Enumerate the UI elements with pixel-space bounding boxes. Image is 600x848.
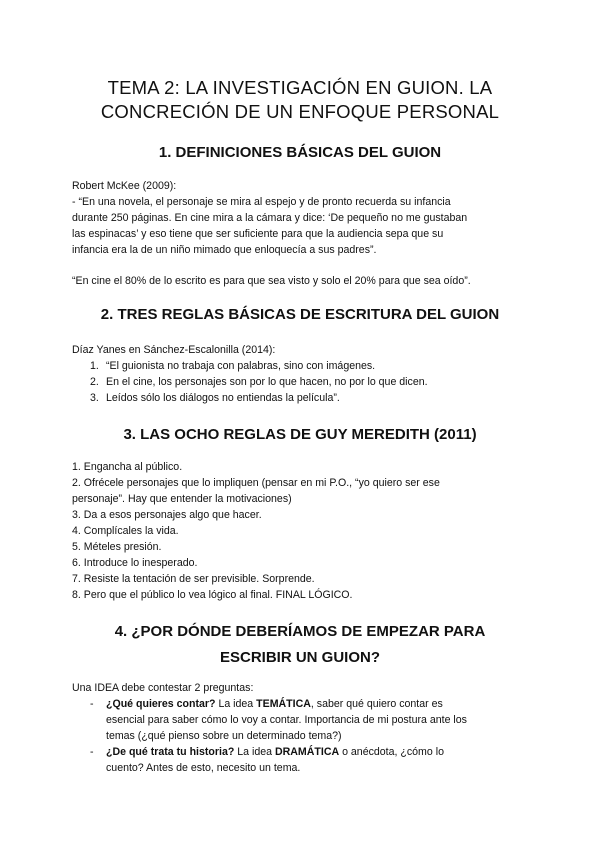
- list-item-text: Leídos sólo los diálogos no entiendas la película”.: [106, 392, 340, 404]
- section-1-heading: 1. DEFINICIONES BÁSICAS DEL GUION: [158, 144, 442, 161]
- question-text: ¿Qué quieres contar?: [106, 698, 216, 710]
- bullet-continuation: cuento? Antes de esto, necesito un tema.: [106, 762, 301, 774]
- bullet-continuation: esencial para saber cómo lo voy a contar. Importancia de mi postura ante los: [106, 714, 467, 726]
- question-text: ¿De qué trata tu historia?: [106, 746, 235, 758]
- list-item-text: En el cine, los personajes son por lo que hacen, no por lo que dicen.: [106, 376, 428, 388]
- page-title: [40, 76, 560, 124]
- list-item: [72, 358, 542, 374]
- section-2-body: [72, 342, 542, 406]
- rule-line: 5. Mételes presión.: [72, 541, 162, 553]
- quote-line: durante 250 páginas. En cine mira a la cámara y dice: ‘De pequeño no me gustaban: [72, 212, 468, 224]
- title-line-1: TEMA 2: LA INVESTIGACIÓN EN GUION. LA: [107, 77, 493, 98]
- section-2-heading: 2. TRES REGLAS BÁSICAS DE ESCRITURA DEL GUION: [100, 306, 500, 323]
- section-4-body: [72, 680, 542, 776]
- section-1-source: Robert McKee (2009):: [72, 180, 177, 192]
- rule-line: 4. Complícales la vida.: [72, 525, 179, 537]
- section-1-body: [72, 178, 542, 258]
- list-number: 2.: [90, 376, 99, 388]
- rule-line: 2. Ofrécele personajes que lo impliquen (pensar en mi P.O., “yo quiero ser ese: [72, 477, 440, 489]
- keyword: TEMÁTICA: [256, 698, 311, 710]
- section-3-body: [72, 459, 542, 603]
- list-item-text: “El guionista no trabaja con palabras, sino con imágenes.: [106, 360, 376, 372]
- quote-line: las espinacas’ y eso tiene que ser suficiente para que la audiencia sepa que su: [72, 228, 444, 240]
- bullet-item: - ¿De qué trata tu historia? La idea DRAMÁTICA o anécdota, ¿cómo lo: [90, 746, 444, 758]
- list-item: [72, 374, 542, 390]
- rule-line: 8. Pero que el público lo vea lógico al final. FINAL LÓGICO.: [72, 589, 353, 601]
- section-4-intro: Una IDEA debe contestar 2 preguntas:: [72, 682, 254, 694]
- section-2-source: Díaz Yanes en Sánchez-Escalonilla (2014):: [72, 344, 276, 356]
- section-4-heading-line-2: ESCRIBIR UN GUION?: [219, 649, 380, 666]
- keyword: DRAMÁTICA: [274, 746, 340, 758]
- rule-line: personaje”. Hay que entender la motivaciones): [72, 493, 292, 505]
- title-line-2: CONCRECIÓN DE UN ENFOQUE PERSONAL: [100, 101, 500, 122]
- section-3-heading: 3. LAS OCHO REGLAS DE GUY MEREDITH (2011): [123, 426, 477, 443]
- section-4-heading: [40, 619, 560, 671]
- list-number: 3.: [90, 392, 99, 404]
- quote-line: infancia era la de un niño mimado que enloquecía a sus padres”.: [72, 244, 377, 256]
- section-1-quote-2: “En cine el 80% de lo escrito es para que sea visto y solo el 20% para que sea oído”.: [72, 275, 471, 287]
- list-item: [72, 390, 542, 406]
- dash-bullet: -: [90, 746, 94, 758]
- section-4-heading-line-1: 4. ¿POR DÓNDE DEBERÍAMOS DE EMPEZAR PARA: [114, 623, 486, 640]
- dash-bullet: -: [90, 698, 94, 710]
- rule-line: 7. Resiste la tentación de ser previsible. Sorprende.: [72, 573, 315, 585]
- bullet-item: - ¿Qué quieres contar? La idea TEMÁTICA, saber qué quiero contar es: [90, 698, 443, 710]
- list-number: 1.: [90, 360, 99, 372]
- rule-line: 1. Engancha al público.: [72, 461, 183, 473]
- bullet-continuation: temas (¿qué pienso sobre un determinado tema?): [106, 730, 342, 742]
- quote-line: - “En una novela, el personaje se mira al espejo y de pronto recuerda su infancia: [72, 196, 451, 208]
- rule-line: 6. Introduce lo inesperado.: [72, 557, 198, 569]
- rule-line: 3. Da a esos personajes algo que hacer.: [72, 509, 262, 521]
